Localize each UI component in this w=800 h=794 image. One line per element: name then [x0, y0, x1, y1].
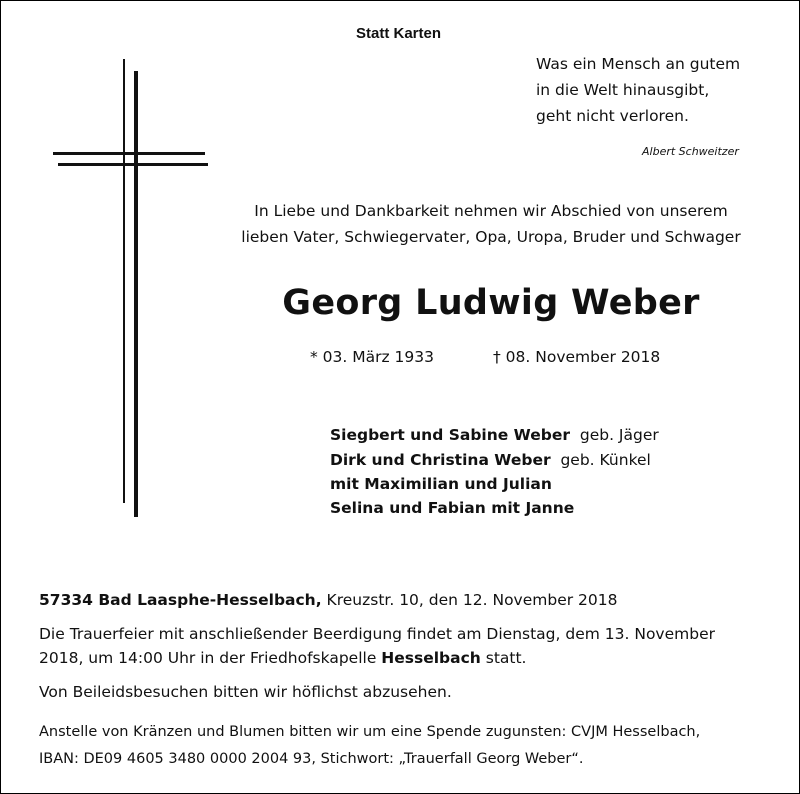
birth-date: * 03. März 1933 [310, 348, 435, 366]
family-names: Selina und Fabian mit Janne [330, 499, 575, 517]
donation-line-2: IBAN: DE09 4605 3480 0000 2004 93, Stichwort: „Trauerfall Georg Weber“. [39, 751, 584, 767]
family-member-2 [330, 451, 651, 469]
header-label: Statt Karten [356, 25, 442, 42]
donation-line-1: Anstelle von Kränzen und Blumen bitten wir um eine Spende zugunsten: CVJM Hesselbach, [39, 724, 701, 740]
ceremony-text-end: statt. [480, 649, 527, 667]
ceremony-line-1: Die Trauerfeier mit anschließender Beerdigung findet am Dienstag, dem 13. November [39, 625, 715, 643]
family-names: Siegbert und Sabine Weber [330, 426, 570, 444]
quote-author: Albert Schweitzer [642, 145, 739, 158]
location-address-date: Kreuzstr. 10, den 12. November 2018 [321, 591, 618, 609]
ceremony-place: Hesselbach [381, 649, 481, 667]
location-place: 57334 Bad Laasphe-Hesselbach, [39, 591, 322, 609]
ceremony-text: 2018, um 14:00 Uhr in der Friedhofskapelle [39, 649, 382, 667]
quote-line-2: in die Welt hinausgibt, [536, 81, 710, 99]
family-member-1 [330, 426, 659, 444]
location-line [39, 591, 618, 609]
family-member-4 [330, 499, 574, 517]
quote-line-3: geht nicht verloren. [536, 107, 689, 125]
intro-line-1: In Liebe und Dankbarkeit nehmen wir Abschied von unserem [254, 202, 728, 220]
family-member-3 [330, 475, 552, 493]
family-maiden-name: geb. Jäger [579, 426, 659, 444]
quote-line-1: Was ein Mensch an gutem [536, 55, 741, 73]
death-date: † 08. November 2018 [493, 348, 661, 366]
condolence-note: Von Beileidsbesuchen bitten wir höflichst abzusehen. [39, 683, 452, 701]
family-maiden-name: geb. Künkel [560, 451, 651, 469]
deceased-name: Georg Ludwig Weber [282, 283, 700, 323]
family-names: mit Maximilian und Julian [330, 475, 552, 493]
intro-line-2: lieben Vater, Schwiegervater, Opa, Uropa, Bruder und Schwager [241, 228, 741, 246]
family-names: Dirk und Christina Weber [330, 451, 551, 469]
ceremony-line-2 [39, 649, 527, 667]
